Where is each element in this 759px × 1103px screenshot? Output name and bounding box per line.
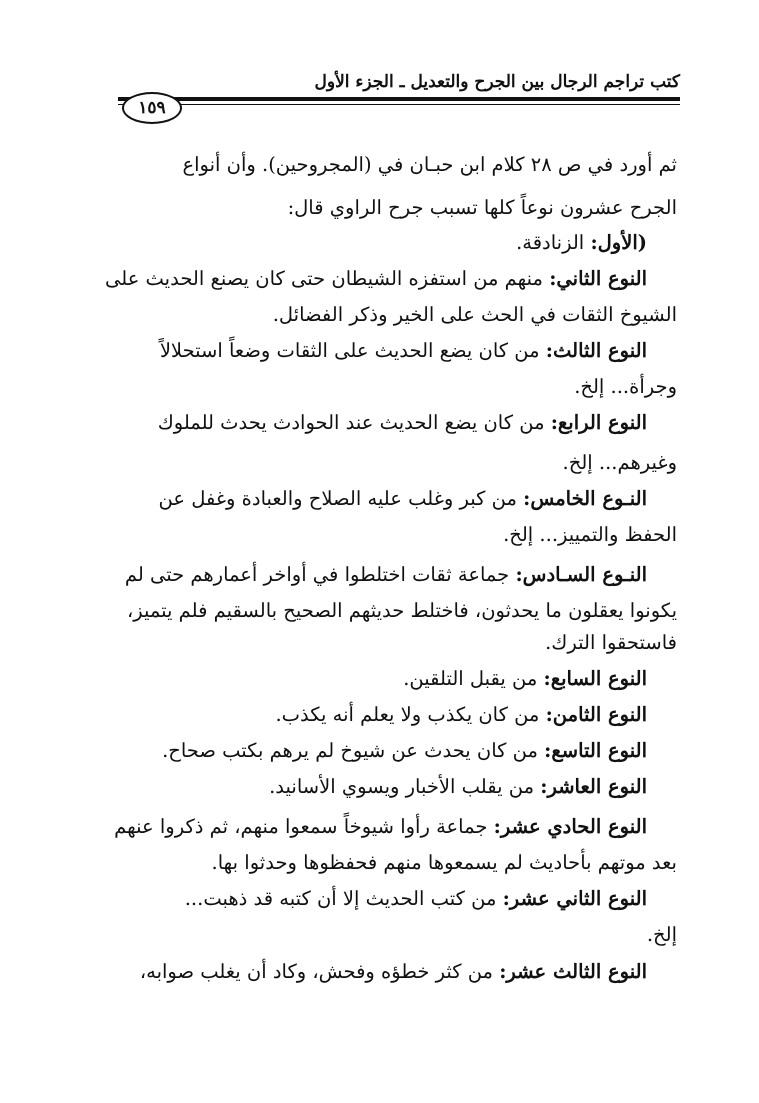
header-rule-thin <box>118 104 680 105</box>
text-line <box>503 520 677 550</box>
text-line <box>140 957 647 987</box>
text-line <box>269 772 647 802</box>
entry-text: من كان يضع الحديث على الثقات وضعاً استحلالاً <box>159 339 540 362</box>
entry-label: النـوع السـادس: <box>515 563 647 586</box>
text-line <box>563 448 677 478</box>
entry-label: النوع السابع: <box>543 667 647 690</box>
running-header: كتب تراجم الرجال بين الجرح والتعديل ـ الجزء الأول <box>314 72 680 92</box>
entry-text: جماعة رأوا شيوخاً سمعوا منهم، ثم ذكروا عنهم <box>114 815 488 838</box>
text-line <box>105 264 647 294</box>
entry-text: من كان يكذب ولا يعلم أنه يكذب. <box>275 703 540 726</box>
text-line <box>273 300 677 330</box>
entry-label: النوع الثالث: <box>545 339 647 362</box>
entry-text: منهم من استفزه الشيطان حتى كان يصنع الحديث على <box>104 267 543 290</box>
entry-label: النوع العاشر: <box>540 775 647 798</box>
entry-text: من كثر خطؤه وفحش، وكاد أن يغلب صوابه، <box>139 960 493 983</box>
text-line <box>516 228 647 258</box>
entry-text: من يقبل التلقين. <box>403 667 538 690</box>
entry-text: من كان يضع الحديث عند الحوادث يحدث للملوك <box>157 411 545 434</box>
text-line <box>275 700 647 730</box>
text-line <box>160 336 647 366</box>
entry-text: الزنادقة. <box>516 231 585 254</box>
text-line <box>288 193 677 223</box>
header-rule-thick <box>118 97 680 101</box>
text-line <box>114 812 647 842</box>
entry-text: من كان يحدث عن شيوخ لم يرهم بكتب صحاح. <box>162 739 538 762</box>
text-line <box>127 596 677 626</box>
text-line <box>159 484 647 514</box>
entry-text: يكونوا يعقلون ما يحدثون، فاختلط حديثهم الصحيح بالسقيم فلم يتميز، <box>126 599 677 622</box>
entry-label: النوع الحادي عشر: <box>493 815 647 838</box>
entry-label: النوع الثاني عشر: <box>502 887 647 910</box>
entry-label: النـوع الخامس: <box>523 487 647 510</box>
entry-text: من كتب الحديث إلا أن كتبه قد ذهبت... <box>184 887 497 910</box>
text-line <box>185 884 647 914</box>
entry-label: النوع الرابع: <box>550 411 647 434</box>
text-line <box>403 664 647 694</box>
text-line <box>574 372 677 402</box>
text-line <box>212 848 677 878</box>
text-line <box>182 150 677 180</box>
text-line <box>158 408 647 438</box>
entry-text: من كبر وغلب عليه الصلاح والعبادة وغفل عن <box>158 487 517 510</box>
entry-label: النوع الثالث عشر: <box>499 960 647 983</box>
text-line <box>545 628 677 658</box>
entry-label: (الأول: <box>590 231 647 254</box>
page-number: ١٥٩ <box>122 92 182 124</box>
text-line <box>125 560 647 590</box>
entry-text: وغيرهم... إلخ. <box>562 451 677 474</box>
text-line <box>162 736 647 766</box>
entry-text: جماعة ثقات اختلطوا في أواخر أعمارهم حتى لم <box>124 563 510 586</box>
entry-text: وجرأة... إلخ. <box>574 375 677 398</box>
entry-text: الشيوخ الثقات في الحث على الخير وذكر الفضائل. <box>272 303 677 326</box>
entry-label: النوع الثاني: <box>549 267 647 290</box>
entry-text: الجرح عشرون نوعاً كلها تسبب جرح الراوي قال: <box>287 196 677 219</box>
text-line <box>647 920 677 950</box>
entry-text: من يقلب الأخبار ويسوي الأسانيد. <box>269 775 535 798</box>
entry-text: فاستحقوا الترك. <box>545 631 677 654</box>
entry-text: ثم أورد في ص ٢٨ كلام ابن حبـان في (المجروحين). وأن أنواع <box>182 153 677 176</box>
entry-text: بعد موتهم بأحاديث لم يسمعوها منهم فحفظوها وحدثوا بها. <box>211 851 677 874</box>
entry-text: إلخ. <box>646 923 677 946</box>
entry-label: النوع التاسع: <box>544 739 647 762</box>
entry-text: الحفظ والتمييز... إلخ. <box>503 523 677 546</box>
entry-label: النوع الثامن: <box>545 703 647 726</box>
